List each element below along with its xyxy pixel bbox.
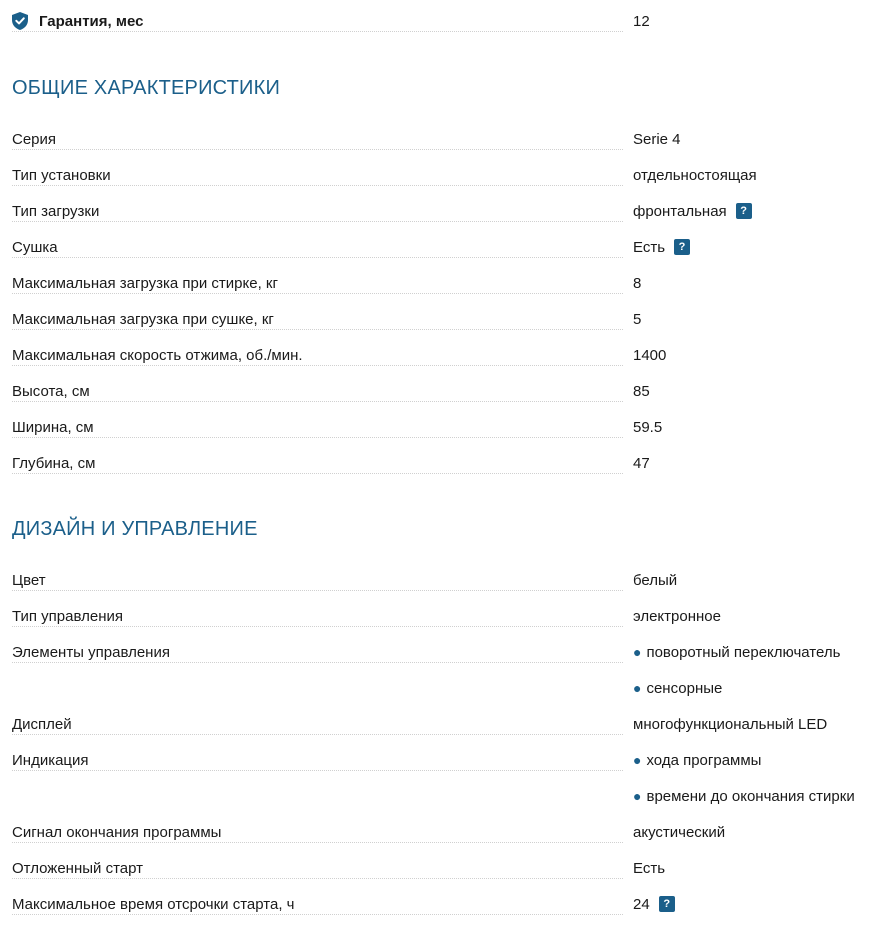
dotted-leader [12, 878, 623, 879]
dotted-leader [12, 31, 623, 32]
dotted-leader [12, 401, 623, 402]
spec-label: Серия [12, 131, 62, 148]
spec-value [633, 634, 840, 670]
spec-value-text: электронное [633, 607, 721, 625]
spec-value-text: 47 [633, 454, 650, 472]
dotted-leader [12, 734, 623, 735]
spec-label: Тип управления [12, 608, 129, 625]
spec-label: Цвет [12, 572, 52, 589]
dotted-leader [12, 293, 623, 294]
spec-label: Высота, см [12, 383, 96, 400]
spec-row [12, 193, 872, 229]
spec-row [12, 598, 872, 634]
spec-value-text: Есть [633, 238, 666, 256]
spec-value [633, 598, 721, 634]
spec-value-text: акустический [633, 823, 726, 841]
spec-row [12, 229, 872, 265]
spec-value-text: Есть [633, 859, 666, 877]
spec-row [12, 265, 872, 301]
spec-value-text: белый [633, 571, 678, 589]
spec-row [12, 706, 872, 742]
spec-value [633, 229, 690, 265]
bullet-icon: ● [633, 680, 642, 696]
spec-row [12, 445, 872, 481]
spec-value [633, 265, 641, 301]
spec-row-continuation [12, 778, 872, 814]
spec-label: Максимальная скорость отжима, об./мин. [12, 347, 309, 364]
spec-row-continuation [12, 670, 872, 706]
dotted-leader [12, 365, 623, 366]
spec-value [633, 409, 662, 445]
dotted-leader [12, 914, 623, 915]
spec-row [12, 886, 872, 922]
spec-value [633, 121, 681, 157]
spec-value-text: многофункциональный LED [633, 715, 828, 733]
dotted-leader [12, 221, 623, 222]
spec-value [633, 778, 855, 814]
spec-value [633, 301, 641, 337]
spec-label: Элементы управления [12, 644, 176, 661]
help-icon[interactable]: ? [736, 203, 752, 219]
spec-label: Ширина, см [12, 419, 100, 436]
dotted-leader [12, 842, 623, 843]
spec-row [12, 634, 872, 670]
spec-value-text: 5 [633, 310, 642, 328]
spec-value [633, 670, 722, 706]
spec-value [633, 742, 761, 778]
dotted-leader [12, 662, 623, 663]
help-icon[interactable]: ? [659, 896, 675, 912]
dotted-leader [12, 329, 623, 330]
spec-value [633, 373, 650, 409]
spec-value [633, 445, 650, 481]
dotted-leader [12, 437, 623, 438]
shield-check-icon [12, 12, 28, 30]
spec-value [633, 157, 757, 193]
spec-value-text: времени до окончания стирки [646, 787, 855, 805]
warranty-label: Гарантия, мес [39, 13, 149, 30]
spec-value-text: сенсорные [646, 679, 723, 697]
spec-row [12, 373, 872, 409]
dotted-leader [12, 770, 623, 771]
dotted-leader [12, 473, 623, 474]
help-icon[interactable]: ? [674, 239, 690, 255]
spec-row [12, 814, 872, 850]
spec-label: Тип установки [12, 167, 117, 184]
spec-value-text: фронтальная [633, 202, 727, 220]
spec-value-text: хода программы [646, 751, 762, 769]
spec-value [633, 706, 827, 742]
spec-value [633, 850, 665, 886]
section-title: ДИЗАЙН И УПРАВЛЕНИЕ [12, 518, 258, 540]
spec-value-text: 1400 [633, 346, 667, 364]
spec-label: Сушка [12, 239, 64, 256]
spec-value-text: поворотный переключатель [646, 643, 841, 661]
spec-value [633, 337, 666, 373]
dotted-leader [12, 149, 623, 150]
spec-row [12, 301, 872, 337]
spec-label: Глубина, см [12, 455, 101, 472]
spec-row [12, 742, 872, 778]
spec-label: Максимальное время отсрочки старта, ч [12, 896, 300, 913]
spec-value [633, 193, 752, 229]
spec-label: Тип загрузки [12, 203, 105, 220]
warranty-row [12, 3, 872, 39]
spec-value-text: 59.5 [633, 418, 663, 436]
spec-row [12, 337, 872, 373]
spec-value-text: 8 [633, 274, 642, 292]
bullet-icon: ● [633, 788, 642, 804]
dotted-leader [12, 257, 623, 258]
spec-row [12, 121, 872, 157]
spec-value [633, 814, 725, 850]
spec-row [12, 409, 872, 445]
spec-value [633, 886, 675, 922]
dotted-leader [12, 626, 623, 627]
spec-row [12, 850, 872, 886]
spec-value [633, 562, 677, 598]
spec-value-text: 24 [633, 895, 650, 913]
spec-label: Сигнал окончания программы [12, 824, 227, 841]
spec-label: Индикация [12, 752, 95, 769]
spec-row [12, 157, 872, 193]
spec-label: Максимальная загрузка при стирке, кг [12, 275, 284, 292]
bullet-icon: ● [633, 752, 642, 768]
spec-value-text: 85 [633, 382, 650, 400]
spec-label: Максимальная загрузка при сушке, кг [12, 311, 280, 328]
spec-label: Дисплей [12, 716, 78, 733]
bullet-icon: ● [633, 644, 642, 660]
dotted-leader [12, 185, 623, 186]
dotted-leader [12, 590, 623, 591]
spec-value-text: Serie 4 [633, 130, 681, 148]
section-title: ОБЩИЕ ХАРАКТЕРИСТИКИ [12, 77, 281, 99]
spec-value-text: отдельностоящая [633, 166, 757, 184]
warranty-value: 12 [633, 12, 650, 30]
spec-label: Отложенный старт [12, 860, 149, 877]
spec-row [12, 562, 872, 598]
